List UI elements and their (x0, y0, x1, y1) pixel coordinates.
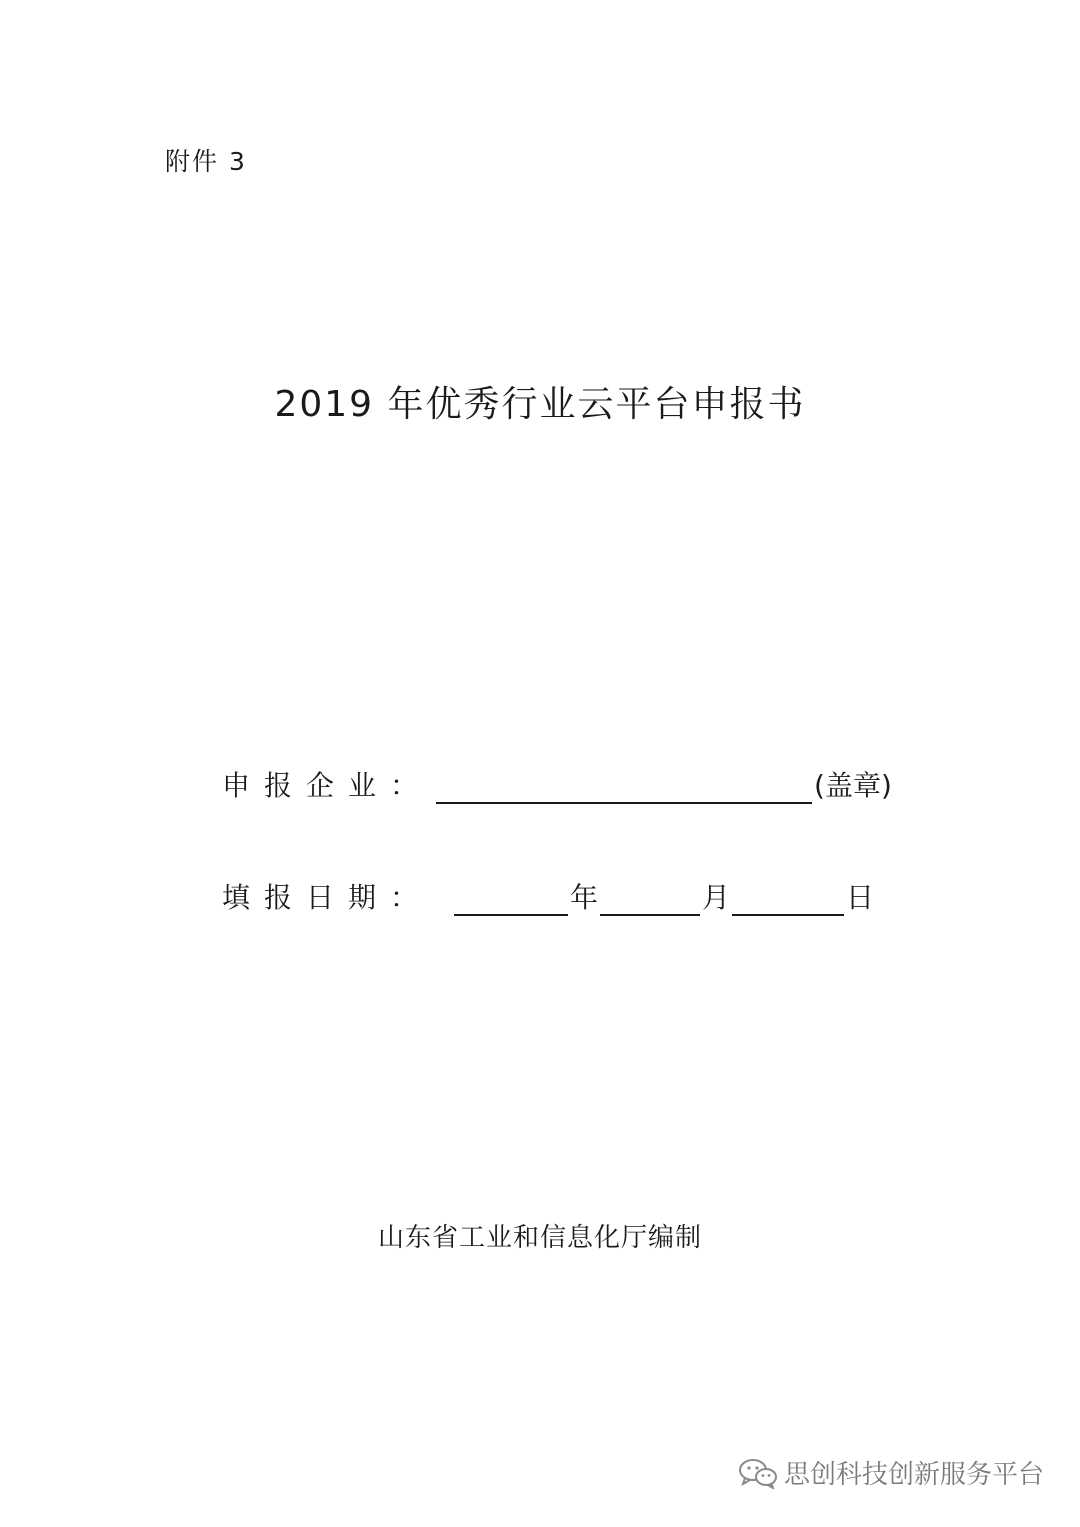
watermark-text: 思创科技创新服务平台 (783, 1460, 1044, 1490)
company-label: 申报企业： (222, 769, 433, 802)
seal-note: (盖章) (814, 769, 892, 802)
document-title: 2019 年优秀行业云平台申报书 (274, 384, 806, 425)
year-unit: 年 (570, 881, 599, 914)
company-field-row (222, 764, 892, 804)
date-label: 填报日期： (222, 881, 433, 914)
attachment-label: 附件 3 (165, 147, 247, 176)
date-field-row (222, 876, 874, 916)
company-blank-line[interactable] (436, 772, 812, 804)
watermark (738, 1454, 1044, 1491)
wechat-icon (738, 1457, 778, 1489)
day-blank-line[interactable] (732, 884, 844, 916)
month-unit: 月 (702, 881, 731, 914)
year-blank-line[interactable] (454, 884, 568, 916)
day-unit: 日 (846, 881, 875, 914)
month-blank-line[interactable] (600, 884, 700, 916)
issuer-text: 山东省工业和信息化厅编制 (377, 1223, 702, 1253)
